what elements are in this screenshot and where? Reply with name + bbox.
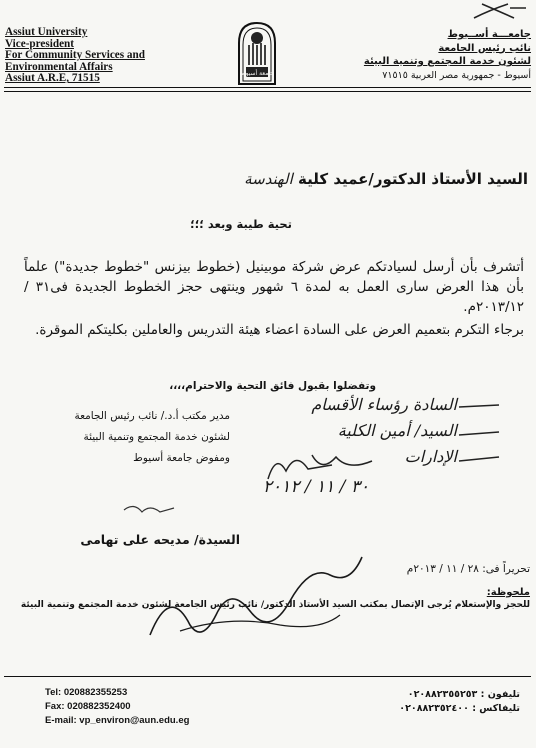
footer-contact-en: [45, 686, 265, 728]
english-header-line: For Community Services and: [5, 49, 145, 61]
handwritten-line: الإدارات: [404, 447, 457, 466]
english-header-line: Environmental Affairs: [5, 60, 113, 73]
logo-text: جامعة أسيوط: [240, 70, 274, 77]
note-text: للحجز والإستعلام يُرجى الإتصال بمكتب السيد الأستاذ الدكتور/ نائب رئيس الجامعة لشئون خدمة المجتمع وتنمية البيئة: [20, 600, 530, 610]
footer-fax-ar: تليفاكس : ٠٢٠٨٨٢٣٥٢٤٠٠: [399, 703, 520, 714]
closing: وتفضلوا بقبول فائق التحية والاحترام،،،،: [169, 380, 376, 392]
recipient-line: [108, 170, 528, 188]
handwritten-line: السادة رؤساء الأقسام: [311, 395, 457, 414]
paragraph-request: برجاء التكرم بتعميم العرض على السادة اعضاء هيئة التدريس والعاملين بكليتكم الموقرة.: [35, 322, 524, 338]
footer-tel: Tel: 020882355253: [45, 687, 128, 698]
footer-divider: [4, 676, 531, 677]
arabic-address: أسيوط - جمهورية مصر العربية ٧١٥١٥: [382, 69, 531, 81]
arabic-header-line: جامعـــة أســيوط: [447, 29, 531, 40]
english-header-line: Assiut University: [5, 26, 88, 38]
signatory-name: السيدة/ مديحه على تهامى: [80, 532, 240, 547]
note-title: ملحوظة:: [486, 587, 530, 598]
university-logo: [237, 21, 277, 85]
handwritten-date: ٣٠ / ١١ / ٢٠١٢: [262, 477, 370, 497]
footer-contact-ar: [340, 688, 520, 716]
recipient-title: السيد الأستاذ الدكتور/عميد كلية: [298, 170, 528, 188]
signatory-title-line: لشئون خدمة المجتمع وتنمية البيئة: [83, 431, 230, 443]
recipient-handwritten: الهندسة: [244, 170, 293, 188]
header-divider-thin: [4, 91, 531, 92]
date-written: تحريراً فى: ٢٨ / ١١ / ٢٠١٣م: [406, 563, 530, 575]
footer-fax: Fax: 020882352400: [45, 701, 131, 712]
handwritten-line: السيد/ أمين الكلية: [337, 421, 457, 440]
small-initial-icon: [120, 500, 180, 518]
header-divider: [4, 87, 531, 88]
handwritten-signature-icon: [262, 445, 382, 485]
paragraph-offer: أتشرف بأن أرسل لسيادتكم عرض شركة موبينيل (خطوط بيزنس "خطوط جديدة") علماً بأن هذا العرض سارى العمل به لمدة ٦ شهور وينتهى حجز الخطوط الجديدة فى٣١ /٢٠١٣/١٢م.: [24, 259, 524, 315]
arabic-header-line: لشئون خدمة المجتمع وتنمية البيئة: [363, 56, 531, 67]
corner-mark-icon: [470, 0, 530, 22]
large-signature-icon: [140, 545, 370, 655]
signatory-title: [40, 406, 230, 469]
english-letterhead: [5, 27, 175, 85]
arabic-header-line: نائب رئيس الجامعة: [438, 42, 531, 54]
signatory-title-line: ومفوض جامعة أسيوط: [133, 452, 230, 464]
signatory-title-line: مدير مكتب أ.د./ نائب رئيس الجامعة: [74, 410, 230, 422]
handwritten-dashes-icon: [455, 397, 505, 487]
university-logo-icon: [237, 21, 277, 85]
footer-email: E-mail: vp_environ@aun.edu.eg: [45, 715, 190, 726]
english-header-line: Vice-president: [5, 37, 74, 50]
greeting: تحية طيبة وبعد ؛؛؛: [190, 217, 292, 231]
english-address: Assiut A.R.E, 71515: [5, 72, 100, 84]
arabic-letterhead: [335, 28, 531, 82]
footer-tel-ar: تليفون : ٠٢٠٨٨٢٣٥٥٢٥٣: [407, 689, 520, 700]
